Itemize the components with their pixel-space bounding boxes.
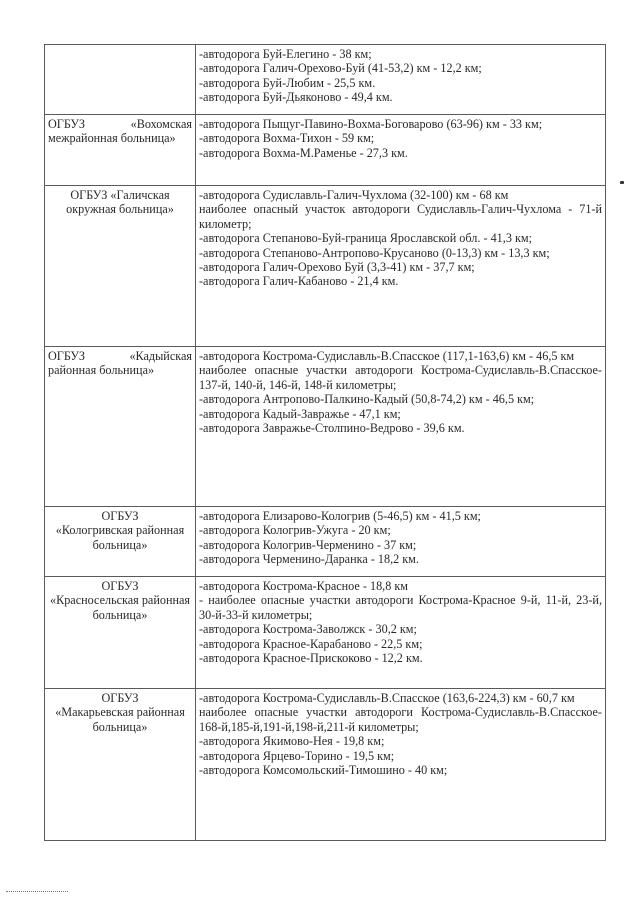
road-entry: -автодорога Кострома-Судиславль-В.Спасское (163,6-224,3) км - 60,7 км bbox=[199, 691, 575, 705]
road-entry: -автодорога Кострома-Заволжск - 30,2 км; bbox=[199, 622, 417, 637]
road-entry: -автодорога Красное-Прискоково - 12,2 км. bbox=[199, 651, 423, 666]
road-entry: -автодорога Кострома-Красное - 18,8 км bbox=[199, 579, 408, 593]
organization-name: «Кологривская районная больница» bbox=[55, 523, 185, 552]
roads-cell bbox=[196, 347, 606, 507]
roads-cell bbox=[196, 186, 606, 347]
roads-cell bbox=[196, 45, 606, 115]
road-entry: -автодорога Завражье-Столпино-Ведрово - 39,6 км. bbox=[199, 421, 465, 436]
road-entry: -автодорога Якимово-Нея - 19,8 км; bbox=[199, 734, 385, 749]
road-entry: наиболее опасные участки автодороги Кострома-Судиславль-В.Спасское- 168-й,185-й,191-й,198-й,211-й километры; bbox=[199, 705, 602, 734]
organization-cell bbox=[45, 347, 196, 507]
table-row bbox=[45, 577, 606, 689]
table-row bbox=[45, 347, 606, 507]
bottom-dotted-line bbox=[6, 891, 68, 892]
roads-cell bbox=[196, 115, 606, 186]
road-entry: -автодорога Степаново-Буй-граница Ярославской обл. - 41,3 км; bbox=[199, 231, 532, 246]
road-entry: - наиболее опасные участки автодороги Кострома-Красное 9-й, 11-й, 23-й, 30-й-33-й километры; bbox=[199, 593, 602, 622]
organization-name: ОГБУЗ bbox=[101, 579, 139, 593]
road-entry: -автодорога Красное-Карабаново - 22,5 км; bbox=[199, 636, 423, 651]
road-entry: -автодорога Вохма-М.Раменье - 27,3 км. bbox=[199, 145, 408, 160]
road-entry: -автодорога Галич-Орехово-Буй (41-53,2) км - 12,2 км; bbox=[199, 61, 482, 76]
road-entry: наиболее опасный участок автодороги Судиславль-Галич-Чухлома - 71-й километр; bbox=[199, 202, 602, 231]
organization-name: ОГБУЗ «Галичская окружная больница» bbox=[66, 188, 174, 217]
hospital-roads-table bbox=[44, 44, 606, 841]
road-entry: -автодорога Черменино-Даранка - 18,2 км. bbox=[199, 552, 419, 567]
table-row bbox=[45, 186, 606, 347]
road-entry: -автодорога Кологрив-Черменино - 37 км; bbox=[199, 537, 417, 552]
organization-cell bbox=[45, 577, 196, 689]
organization-cell bbox=[45, 507, 196, 577]
roads-cell bbox=[196, 689, 606, 841]
organization-name: «Макарьевская районная больница» bbox=[55, 705, 185, 734]
road-entry: -автодорога Антропово-Палкино-Кадый (50,8-74,2) км - 46,5 км; bbox=[199, 392, 535, 407]
road-entry: наиболее опасные участки автодороги Кострома-Судиславль-В.Спасское- 137-й, 140-й, 146-й, 148-й километры; bbox=[199, 363, 602, 392]
road-entry: -автодорога Буй-Дьяконово - 49,4 км. bbox=[199, 90, 393, 105]
table-row bbox=[45, 689, 606, 841]
organization-name: ОГБУЗ bbox=[101, 509, 139, 523]
road-entry: -автодорога Кологрив-Ужуга - 20 км; bbox=[199, 523, 391, 538]
organization-cell bbox=[45, 186, 196, 347]
road-entry: -автодорога Галич-Кабаново - 21,4 км. bbox=[199, 274, 399, 289]
road-entry: -автодорога Кадый-Завражье - 47,1 км; bbox=[199, 406, 401, 421]
road-entry: -автодорога Комсомольский-Тимошино - 40 км; bbox=[199, 763, 448, 778]
table-row bbox=[45, 507, 606, 577]
organization-cell bbox=[45, 689, 196, 841]
road-entry: -автодорога Буй-Любим - 25,5 км. bbox=[199, 75, 376, 90]
organization-name: ОГБУЗ «Вохомская межрайонная больница» bbox=[48, 117, 192, 146]
road-entry: -автодорога Пыщуг-Павино-Вохма-Боговарово (63-96) км - 33 км; bbox=[199, 117, 543, 131]
road-entry: -автодорога Кострома-Судиславль-В.Спасское (117,1-163,6) км - 46,5 км bbox=[199, 349, 575, 363]
road-entry: -автодорога Буй-Елегино - 38 км; bbox=[199, 47, 372, 61]
organization-cell bbox=[45, 45, 196, 115]
organization-name: ОГБУЗ bbox=[101, 691, 139, 705]
organization-cell bbox=[45, 115, 196, 186]
road-entry: -автодорога Вохма-Тихон - 59 км; bbox=[199, 131, 375, 146]
road-entry: -автодорога Елизарово-Кологрив (5-46,5) км - 41,5 км; bbox=[199, 509, 481, 523]
road-entry: -автодорога Ярцево-Торино - 19,5 км; bbox=[199, 748, 395, 763]
table-row bbox=[45, 115, 606, 186]
road-entry: -автодорога Степаново-Антропово-Крусаново (0-13,3) км - 13,3 км; bbox=[199, 245, 550, 260]
organization-name: «Красносельская районная больница» bbox=[49, 593, 191, 622]
table-row bbox=[45, 45, 606, 115]
roads-cell bbox=[196, 507, 606, 577]
scan-artifact bbox=[620, 181, 624, 184]
roads-cell bbox=[196, 577, 606, 689]
road-entry: -автодорога Судиславль-Галич-Чухлома (32-100) км - 68 км bbox=[199, 188, 509, 202]
organization-name: ОГБУЗ «Кадыйская районная больница» bbox=[48, 349, 192, 378]
road-entry: -автодорога Галич-Орехово Буй (3,3-41) км - 37,7 км; bbox=[199, 260, 475, 275]
